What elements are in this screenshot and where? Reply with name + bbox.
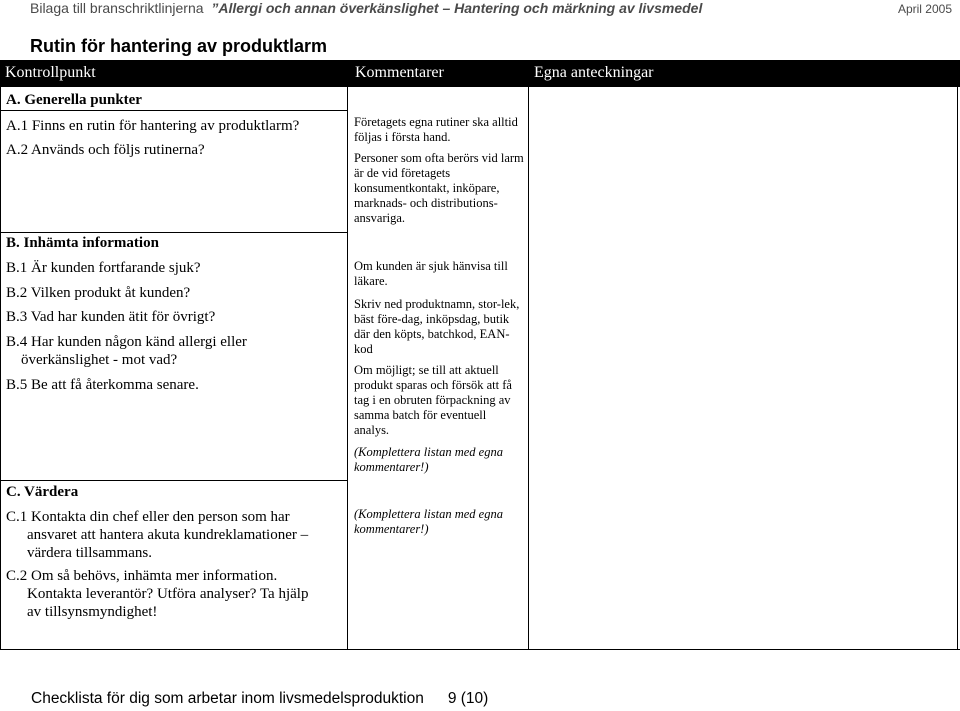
checklist-item-b4-continued: överkänslighet - mot vad?: [21, 352, 178, 368]
comment-c-1: (Komplettera listan med egna kommentarer!): [354, 507, 503, 536]
page-number: 9 (10): [447, 690, 489, 707]
comment-a-1: Företagets egna rutiner ska alltid följas i första hand.: [354, 115, 518, 144]
header-title: Allergi och annan överkänslighet – Hantering och märkning av livsmedel: [218, 0, 703, 16]
section-a-heading-rule: [0, 110, 347, 111]
checklist-item-c1: C.1 Kontakta din chef eller den person som har: [6, 509, 290, 525]
column-divider-1: [347, 87, 348, 649]
document-header: [0, 0, 960, 20]
header-quote-mark: ”: [211, 0, 219, 16]
comment-b-2: Skriv ned produktnamn, stor-lek, bäst före-dag, inköpsdag, butik där den köpts, batchkod, EAN-kod: [354, 297, 520, 356]
checklist-item-b2: B.2 Vilken produkt åt kunden?: [6, 285, 191, 301]
checklist-item-c1-line3: värdera tillsammans.: [27, 545, 152, 561]
table-border-right: [957, 87, 958, 649]
footer-text: Checklista för dig som arbetar inom livsmedelsproduktion: [31, 690, 424, 707]
checklist-item-a1: A.1 Finns en rutin för hantering av produktlarm?: [6, 118, 300, 134]
page-title: Rutin för hantering av produktlarm: [30, 36, 328, 56]
checklist-item-b5: B.5 Be att få återkomma senare.: [6, 377, 199, 393]
checklist-item-c2-line3: av tillsynsmyndighet!: [27, 604, 158, 620]
comment-b-4: (Komplettera listan med egna kommentarer!): [354, 445, 503, 474]
checklist-item-b4: B.4 Har kunden någon känd allergi eller: [6, 334, 247, 350]
checklist-item-b3: B.3 Vad har kunden ätit för övrigt?: [6, 309, 216, 325]
section-a-heading: A. Generella punkter: [6, 92, 142, 108]
header-text: [30, 0, 702, 16]
column-header-kommentarer: Kommentarer: [355, 64, 444, 81]
checklist-item-c2: C.2 Om så behövs, inhämta mer information.: [6, 568, 278, 584]
comment-b-3: Om möjligt; se till att aktuell produkt sparas och försök att få tag i en obruten förpackning av samma batch för eventuell analys.: [354, 363, 512, 437]
table-header: [0, 60, 960, 87]
checklist-item-a2: A.2 Används och följs rutinerna?: [6, 142, 205, 158]
section-c-heading: C. Värdera: [6, 484, 79, 500]
checklist-item-c2-line2: Kontakta leverantör? Utföra analyser? Ta hjälp: [27, 586, 309, 602]
column-header-kontrollpunkt: Kontrollpunkt: [5, 64, 96, 81]
section-c-divider: [0, 480, 347, 481]
comment-a-2: Personer som ofta berörs vid larm är de vid företagets konsumentkontakt, inköpare, marknads- och distributions-ansvariga.: [354, 151, 524, 225]
header-date: April 2005: [897, 2, 952, 16]
checklist-item-b1: B.1 Är kunden fortfarande sjuk?: [6, 260, 201, 276]
section-b-divider: [0, 232, 347, 233]
page-footer: [31, 690, 488, 708]
checklist-item-c1-line2: ansvaret att hantera akuta kundreklamationer –: [27, 527, 309, 543]
header-prefix: Bilaga till branschriktlinjerna: [30, 0, 204, 16]
column-divider-2: [528, 87, 529, 649]
column-header-egna-anteckningar: Egna anteckningar: [534, 64, 654, 81]
comment-b-1: Om kunden är sjuk hänvisa till läkare.: [354, 259, 508, 288]
section-b-heading: B. Inhämta information: [6, 235, 159, 251]
